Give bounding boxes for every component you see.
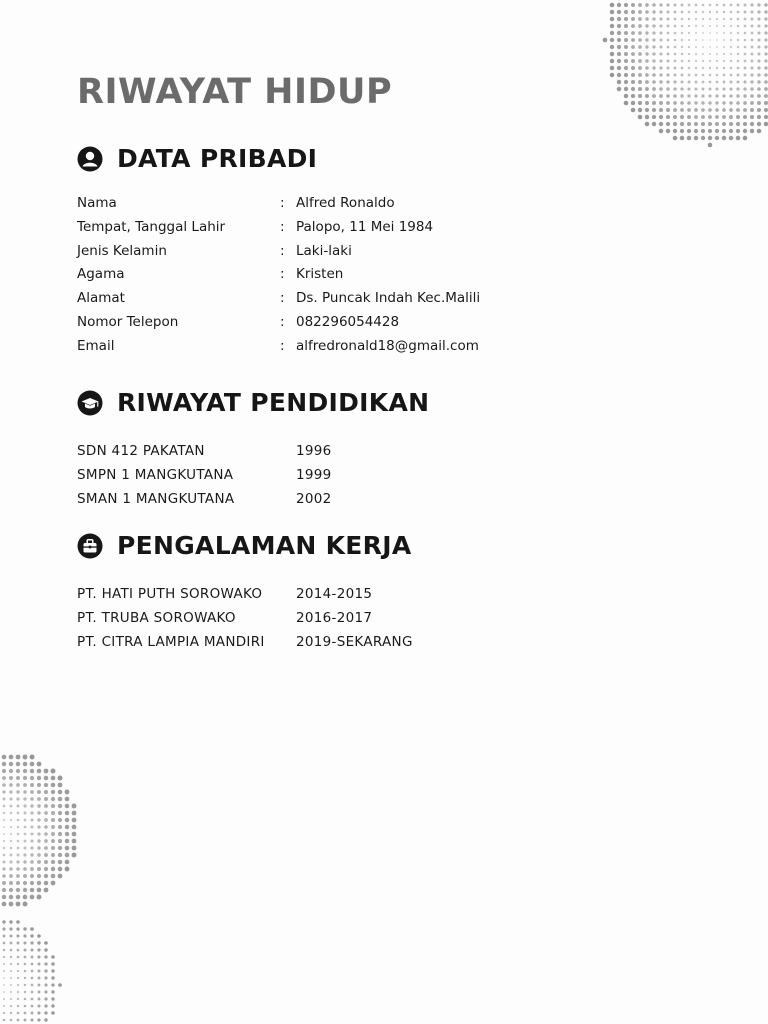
section-title-work: PENGALAMAN KERJA <box>117 531 412 560</box>
company-name: PT. TRUBA SOROWAKO <box>77 609 236 626</box>
field-separator: : <box>280 290 285 307</box>
section-title-education: RIWAYAT PENDIDIKAN <box>117 388 430 417</box>
field-label: Nomor Telepon <box>77 313 179 330</box>
company-name: PT. HATI PUTH SOROWAKO <box>77 586 263 602</box>
field-value: Kristen <box>296 266 344 283</box>
field-label: Tempat, Tanggal Lahir <box>77 218 226 235</box>
work-period: 2014-2015 <box>296 586 373 602</box>
email-value: alfredronald18@gmail.com <box>296 337 479 354</box>
work-period: 2019-SEKARANG <box>296 633 413 650</box>
section-header-work <box>77 531 411 560</box>
field-label: Email <box>77 337 115 354</box>
field-separator: : <box>280 337 285 354</box>
graduation-cap-icon <box>77 390 103 416</box>
field-value: Ds. Puncak Indah Kec.Malili <box>296 290 481 307</box>
dotted-circle-decoration-bottom <box>0 720 100 1024</box>
field-label: Jenis Kelamin <box>77 242 167 259</box>
work-period: 2016-2017 <box>296 609 373 626</box>
graduation-year: 1999 <box>296 466 332 483</box>
graduation-year: 2002 <box>296 490 332 507</box>
field-label: Agama <box>77 266 125 283</box>
section-title-personal: DATA PRIBADI <box>117 144 318 173</box>
field-value: Laki-laki <box>296 242 352 259</box>
field-separator: : <box>280 242 285 259</box>
field-value: Alfred Ronaldo <box>296 195 395 211</box>
dotted-circle-decoration-top <box>560 0 768 170</box>
user-circle-icon <box>77 146 103 172</box>
page-title: RIWAYAT HIDUP <box>77 72 393 112</box>
school-name: SMPN 1 MANGKUTANA <box>77 466 234 483</box>
field-separator: : <box>280 266 285 283</box>
section-header-education <box>77 388 429 417</box>
school-name: SDN 412 PAKATAN <box>77 443 205 459</box>
field-label: Nama <box>77 195 117 211</box>
briefcase-icon <box>77 533 103 559</box>
field-value: 082296054428 <box>296 313 400 330</box>
field-separator: : <box>280 218 285 235</box>
company-name: PT. CITRA LAMPIA MANDIRI <box>77 633 265 650</box>
field-label: Alamat <box>77 290 125 307</box>
school-name: SMAN 1 MANGKUTANA <box>77 490 235 507</box>
field-value: Palopo, 11 Mei 1984 <box>296 218 434 235</box>
graduation-year: 1996 <box>296 443 332 459</box>
field-separator: : <box>280 313 285 330</box>
field-separator: : <box>280 195 285 211</box>
section-header-personal <box>77 144 317 173</box>
